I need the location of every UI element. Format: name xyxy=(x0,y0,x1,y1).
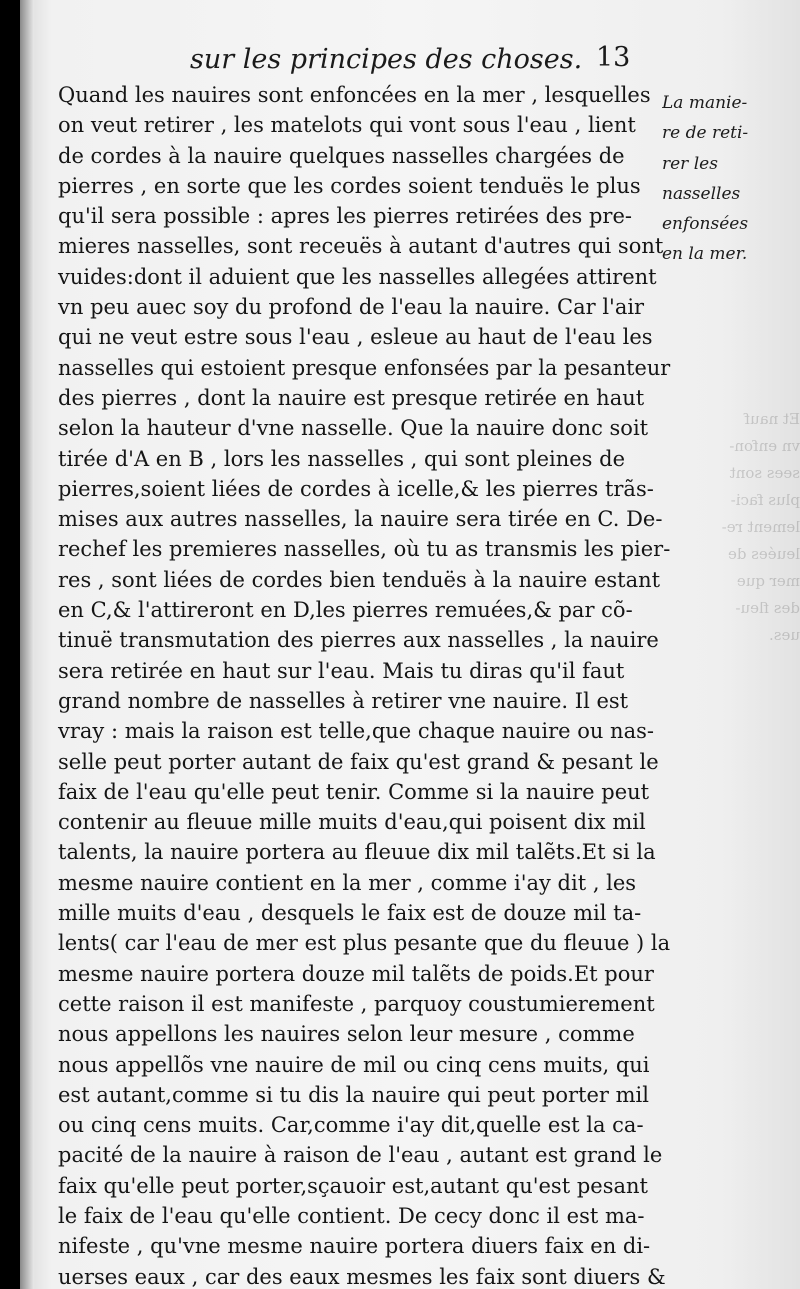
text-line: ou cinq cens muits. Car,comme i'ay dit,quelle est la ca- xyxy=(58,1113,644,1138)
text-line: nous appellons les nauires selon leur mesure , comme xyxy=(58,1022,635,1047)
text-line: vuides:dont il aduient que les nasselles allegées attirent xyxy=(58,264,657,289)
text-line: qu'il sera possible : apres les pierres retirées des pre- xyxy=(58,204,632,229)
text-line: on veut retirer , les matelots qui vont sous l'eau , lient xyxy=(58,113,636,138)
margin-note xyxy=(662,88,798,270)
body-text xyxy=(58,80,670,1289)
text-line: grand nombre de nasselles à retirer vne nauire. Il est xyxy=(58,688,629,713)
text-line: mieres nasselles, sont receuës à autant d'autres qui sont xyxy=(58,234,664,259)
text-line: pacité de la nauire à raison de l'eau , autant est grand le xyxy=(58,1143,663,1168)
text-line: des pierres , dont la nauire est presque retirée en haut xyxy=(58,385,645,410)
text-line: sera retirée en haut sur l'eau. Mais tu diras qu'il faut xyxy=(58,658,625,683)
margin-note-line: nasselles xyxy=(662,183,741,204)
text-line: pierres,soient liées de cordes à icelle,& les pierres trãs- xyxy=(58,476,654,501)
running-head xyxy=(20,40,800,80)
text-line: est autant,comme si tu dis la nauire qui peut porter mil xyxy=(58,1082,649,1107)
text-line: nous appellõs vne nauire de mil ou cinq cens muits, qui xyxy=(58,1052,650,1077)
text-line: mesme nauire contient en la mer , comme i'ay dit , les xyxy=(58,870,637,895)
text-line: le faix de l'eau qu'elle contient. De cecy donc il est ma- xyxy=(58,1203,645,1228)
text-line: nasselles qui estoient presque enfonsées par la pesanteur xyxy=(58,355,671,380)
text-line: vray : mais la raison est telle,que chaque nauire ou nas- xyxy=(58,719,654,744)
text-line: uerses eaux , car des eaux mesmes les faix sont diuers & xyxy=(58,1264,666,1289)
margin-note-line: en la mer. xyxy=(662,244,748,265)
text-line: vn peu auec soy du profond de l'eau la nauire. Car l'air xyxy=(58,295,645,320)
text-line: res , sont liées de cordes bien tenduës à la nauire estant xyxy=(58,567,661,592)
margin-note-line: rer les xyxy=(662,153,718,174)
text-line: mises aux autres nasselles, la nauire sera tirée en C. De- xyxy=(58,507,663,532)
book-page xyxy=(20,0,800,1289)
text-line: tinuë transmutation des pierres aux nasselles , la nauire xyxy=(58,628,659,653)
text-line: tirée d'A en B , lors les nasselles , qui sont pleines de xyxy=(58,446,625,471)
text-line: qui ne veut estre sous l'eau , esleue au haut de l'eau les xyxy=(58,325,653,350)
text-line: mille muits d'eau , desquels le faix est de douze mil ta- xyxy=(58,901,642,926)
margin-note-line: La manie- xyxy=(662,93,748,113)
text-line: Quand les nauires sont enfoncées en la mer , lesquelles xyxy=(58,83,651,107)
text-line: selle peut porter autant de faix qu'est grand & pesant le xyxy=(58,749,659,774)
show-through-text: Et nauf vn enfon- sees sont plus faci- lement re- leuées de mer que des fleu- ues. xyxy=(721,410,800,644)
text-line: lents( car l'eau de mer est plus pesante que du fleuue ) la xyxy=(58,931,671,956)
text-line: nifeste , qu'vne mesme nauire portera diuers faix en di- xyxy=(58,1234,651,1259)
text-line: rechef les premieres nasselles, où tu as transmis les pier- xyxy=(58,537,671,562)
page-number: 13 xyxy=(596,42,631,73)
text-line: pierres , en sorte que les cordes soient tenduës le plus xyxy=(58,173,641,198)
text-line: en C,& l'attireront en D,les pierres remuées,& par cõ- xyxy=(58,598,633,623)
running-title: sur les principes des choses. xyxy=(190,44,583,75)
text-line: mesme nauire portera douze mil talẽts de poids.Et pour xyxy=(58,961,654,986)
text-line: de cordes à la nauire quelques nasselles chargées de xyxy=(58,143,625,168)
text-line: faix de l'eau qu'elle peut tenir. Comme si la nauire peut xyxy=(58,779,650,804)
text-line: talents, la nauire portera au fleuue dix mil talẽts.Et si la xyxy=(58,840,656,865)
text-line: contenir au fleuue mille muits d'eau,qui poisent dix mil xyxy=(58,810,646,835)
text-line: selon la hauteur d'vne nasselle. Que la nauire donc soit xyxy=(58,416,649,441)
text-line: cette raison il est manifeste , parquoy coustumierement xyxy=(58,991,655,1016)
margin-note-line: enfonsées xyxy=(662,214,749,235)
text-line: faix qu'elle peut porter,sçauoir est,autant qu'est pesant xyxy=(58,1173,648,1198)
margin-note-line: re de reti- xyxy=(662,123,749,144)
